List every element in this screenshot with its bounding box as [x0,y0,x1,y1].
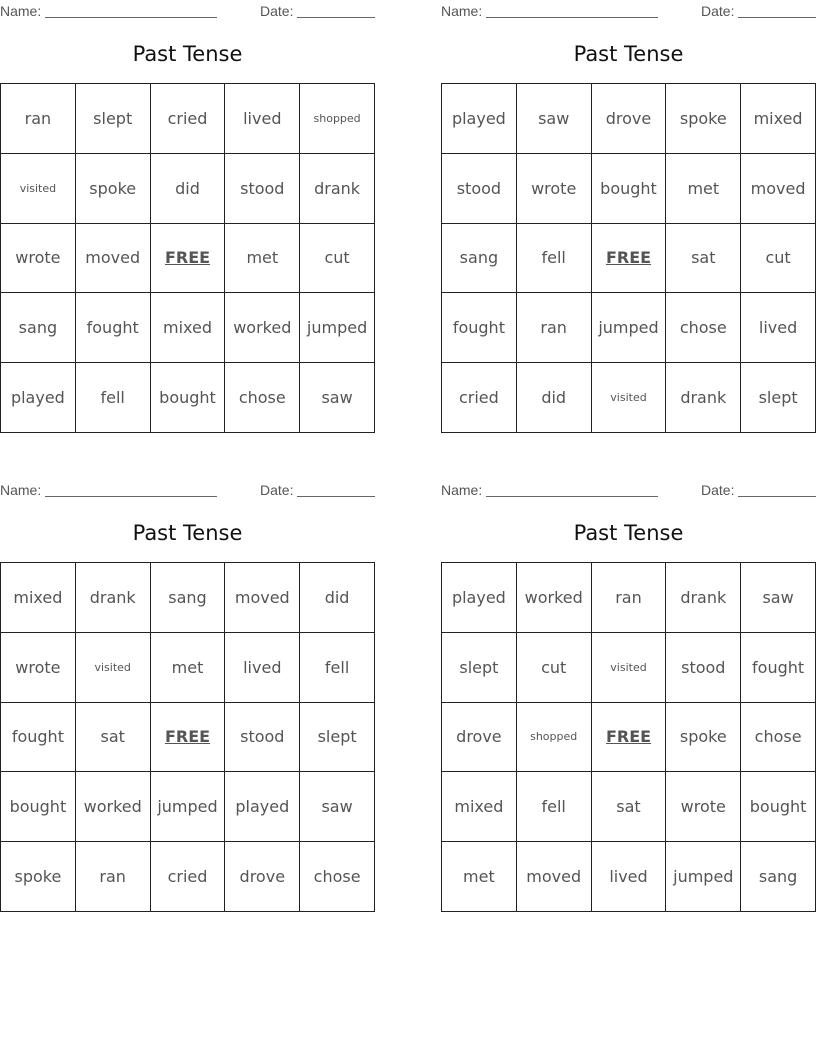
name-label: Name: [441,482,483,498]
grid-cell: fell [76,363,151,433]
grid-cell: wrote [666,772,741,842]
grid-cell: sat [76,703,151,773]
grid-cell: lived [592,842,667,912]
grid-cell: mixed [741,84,816,154]
bingo-card [0,0,375,432]
grid-cell: slept [300,703,375,773]
grid-cell: met [666,154,741,224]
grid-cell: did [300,563,375,633]
grid-cell: visited [592,633,667,703]
card-title: Past Tense [573,42,684,66]
grid-cell: sat [592,772,667,842]
name-line [486,17,658,18]
grid-cell: bought [592,154,667,224]
grid-cell: cried [442,363,517,433]
grid-cell: fought [76,293,151,363]
grid-cell: did [517,363,592,433]
grid-cell: worked [76,772,151,842]
grid-cell: stood [225,703,300,773]
grid-cell: did [151,154,226,224]
grid-cell: drank [300,154,375,224]
grid-cell: jumped [151,772,226,842]
name-label: Name: [0,3,42,19]
grid-cell: slept [442,633,517,703]
bingo-grid [0,562,375,912]
grid-cell: played [1,363,76,433]
date-label: Date: [260,3,294,19]
date-label: Date: [701,482,735,498]
grid-cell: lived [225,633,300,703]
free-space: FREE [592,703,667,773]
grid-cell: sat [666,224,741,294]
grid-cell: cut [741,224,816,294]
grid-cell: worked [225,293,300,363]
grid-cell: drove [442,703,517,773]
grid-cell: slept [741,363,816,433]
grid-cell: fought [741,633,816,703]
card-title: Past Tense [132,42,243,66]
grid-cell: saw [741,563,816,633]
bingo-card [441,0,816,432]
grid-cell: cried [151,84,226,154]
grid-cell: met [151,633,226,703]
grid-cell: sang [741,842,816,912]
grid-cell: lived [741,293,816,363]
grid-cell: lived [225,84,300,154]
grid-cell: chose [225,363,300,433]
grid-cell: moved [517,842,592,912]
grid-cell: fought [442,293,517,363]
grid-cell: drank [666,363,741,433]
grid-cell: chose [300,842,375,912]
date-line [738,496,816,497]
grid-cell: bought [151,363,226,433]
grid-cell: mixed [1,563,76,633]
grid-cell: moved [225,563,300,633]
grid-cell: cried [151,842,226,912]
grid-cell: met [442,842,517,912]
grid-cell: spoke [666,84,741,154]
grid-cell: drank [666,563,741,633]
grid-cell: ran [592,563,667,633]
grid-cell: visited [1,154,76,224]
card-title: Past Tense [573,521,684,545]
grid-cell: jumped [300,293,375,363]
name-line [45,496,217,497]
grid-cell: stood [442,154,517,224]
grid-cell: spoke [666,703,741,773]
grid-cell: drove [225,842,300,912]
grid-cell: shopped [300,84,375,154]
grid-cell: sang [442,224,517,294]
grid-cell: fought [1,703,76,773]
grid-cell: fell [517,772,592,842]
bingo-card [0,479,375,911]
grid-cell: saw [300,772,375,842]
name-date-row [0,1,375,19]
free-space: FREE [592,224,667,294]
grid-cell: played [225,772,300,842]
grid-cell: spoke [76,154,151,224]
grid-cell: played [442,563,517,633]
date-line [297,496,375,497]
grid-cell: cut [300,224,375,294]
grid-cell: mixed [151,293,226,363]
grid-cell: bought [1,772,76,842]
grid-cell: jumped [592,293,667,363]
grid-cell: moved [741,154,816,224]
grid-cell: chose [666,293,741,363]
grid-cell: chose [741,703,816,773]
date-label: Date: [260,482,294,498]
free-space: FREE [151,703,226,773]
grid-cell: ran [1,84,76,154]
grid-cell: ran [517,293,592,363]
name-label: Name: [0,482,42,498]
grid-cell: met [225,224,300,294]
grid-cell: mixed [442,772,517,842]
bingo-card [441,479,816,911]
grid-cell: cut [517,633,592,703]
bingo-grid [0,83,375,433]
grid-cell: fell [300,633,375,703]
grid-cell: spoke [1,842,76,912]
grid-cell: saw [517,84,592,154]
date-line [738,17,816,18]
grid-cell: wrote [1,224,76,294]
date-line [297,17,375,18]
grid-cell: wrote [1,633,76,703]
grid-cell: drank [76,563,151,633]
name-line [486,496,658,497]
name-line [45,17,217,18]
grid-cell: moved [76,224,151,294]
grid-cell: slept [76,84,151,154]
name-date-row [441,1,816,19]
name-label: Name: [441,3,483,19]
free-space: FREE [151,224,226,294]
grid-cell: bought [741,772,816,842]
date-label: Date: [701,3,735,19]
grid-cell: stood [225,154,300,224]
grid-cell: ran [76,842,151,912]
grid-cell: sang [151,563,226,633]
grid-cell: sang [1,293,76,363]
card-title: Past Tense [132,521,243,545]
grid-cell: jumped [666,842,741,912]
grid-cell: fell [517,224,592,294]
grid-cell: visited [76,633,151,703]
grid-cell: wrote [517,154,592,224]
grid-cell: worked [517,563,592,633]
name-date-row [441,480,816,498]
grid-cell: played [442,84,517,154]
grid-cell: stood [666,633,741,703]
bingo-grid [441,83,816,433]
name-date-row [0,480,375,498]
grid-cell: saw [300,363,375,433]
grid-cell: drove [592,84,667,154]
grid-cell: shopped [517,703,592,773]
bingo-grid [441,562,816,912]
grid-cell: visited [592,363,667,433]
